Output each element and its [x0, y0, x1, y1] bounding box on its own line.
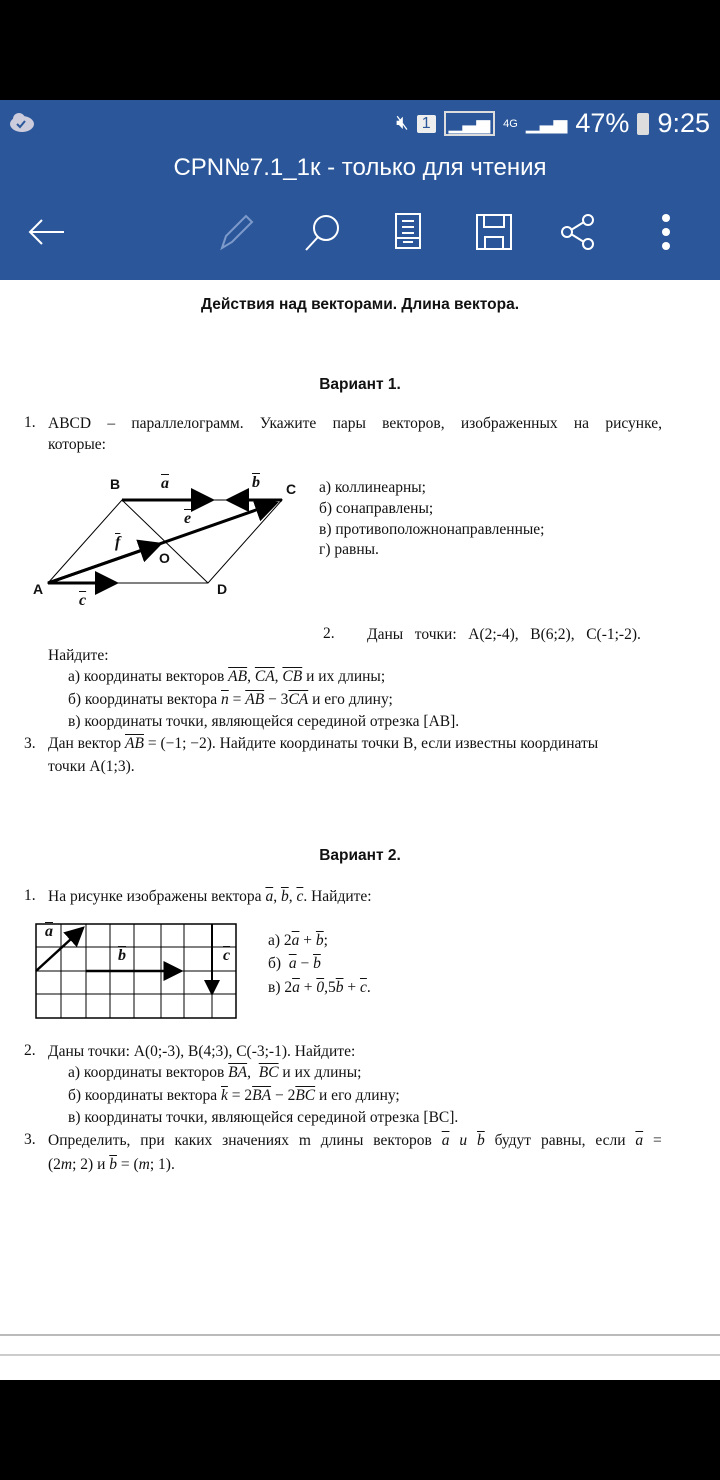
- option: а) коллинеарны;: [319, 479, 426, 496]
- question-number: 1.: [24, 887, 36, 904]
- vector-symbol: $\overline{BC}$: [295, 1087, 316, 1104]
- vector-symbol: $\overline{CB}$: [282, 668, 303, 685]
- back-button[interactable]: [24, 212, 68, 256]
- vector-symbol: $\overline{a}$: [635, 1132, 644, 1149]
- vector-symbol: $\overline{a}$: [288, 955, 297, 972]
- vector-symbol: $\overline{c}$: [359, 979, 367, 996]
- mute-icon: 🔇︎: [396, 112, 409, 134]
- question-text: [48, 1154, 175, 1175]
- share-button[interactable]: [556, 212, 600, 256]
- reading-view-button[interactable]: [386, 212, 430, 256]
- question-text: [48, 1130, 662, 1151]
- vector-symbol: $\overline{BC}$: [258, 1064, 279, 1081]
- text-segment: − 2: [271, 1087, 296, 1104]
- text-segment: m: [60, 1156, 73, 1173]
- text-segment: ,: [247, 668, 255, 685]
- text-segment: и: [459, 1132, 468, 1149]
- question-text: точки A(1;3).: [48, 758, 135, 775]
- text-segment: На рисунке изображены вектора: [48, 888, 266, 905]
- text-segment: ,5: [324, 979, 336, 996]
- text-segment: =: [228, 691, 246, 708]
- text-segment: и его длину;: [315, 1087, 400, 1104]
- question-text: которые:: [48, 436, 106, 453]
- sub-question: [68, 1107, 458, 1128]
- text-segment: − 3: [264, 691, 289, 708]
- text-segment: а) координаты векторов: [68, 668, 229, 685]
- sub-question: [68, 689, 393, 710]
- text-segment: .: [366, 979, 371, 996]
- app-bar: [0, 148, 720, 280]
- text-segment: = 2: [227, 1087, 253, 1104]
- next-document-page: [0, 1354, 720, 1380]
- text-segment: ,: [274, 668, 283, 685]
- save-icon: [474, 212, 514, 257]
- text-segment: ;: [323, 932, 328, 949]
- sub-question: [268, 930, 328, 951]
- variant-2-title: Вариант 2.: [319, 847, 401, 864]
- text-segment: б): [268, 955, 289, 972]
- back-arrow-icon: [26, 217, 66, 252]
- question-number: 2.: [24, 1042, 36, 1059]
- vertex-label-c: C: [286, 481, 297, 497]
- option: б) сонаправлены;: [319, 500, 434, 517]
- vector-symbol: $\overline{BA}$: [252, 1087, 272, 1104]
- option: г) равны.: [319, 541, 379, 558]
- vector-symbol: $\overline{k}$: [221, 1087, 228, 1104]
- question-text: Найдите:: [48, 647, 109, 664]
- document-page: [0, 280, 720, 1336]
- text-segment: Определить, при каких значениях m длины векторов: [48, 1132, 442, 1149]
- text-segment: и их длины;: [302, 668, 386, 685]
- text-segment: (2: [48, 1156, 61, 1173]
- vector-symbol: $\overline{c}$: [296, 888, 304, 905]
- text-segment: ,: [273, 888, 281, 905]
- vector-symbol: $\overline{AB}$: [228, 668, 248, 685]
- vector-label-a: $\overline{a}$: [161, 475, 169, 492]
- text-segment: будут равны, если: [484, 1132, 636, 1149]
- vector-symbol: $\overline{b}$: [109, 1156, 118, 1173]
- sub-question: [68, 711, 459, 732]
- vector-symbol: $\overline{b}$: [335, 979, 344, 996]
- pencil-icon: [216, 212, 256, 257]
- text-segment: ,: [288, 888, 297, 905]
- vector-symbol: $\overline{a}$: [441, 1132, 450, 1149]
- vector-symbol: $\overline{CA}$: [288, 691, 309, 708]
- option: в) противоположнонаправленные;: [319, 521, 545, 538]
- text-segment: [467, 1132, 477, 1149]
- vector-symbol: $\overline{b}$: [313, 955, 321, 972]
- edit-button[interactable]: [214, 212, 258, 256]
- text-segment: в) координаты точки, являющейся серединой отрезка [AB].: [68, 713, 460, 730]
- text-segment: в) координаты точки, являющейся серединой отрезка [BC].: [68, 1109, 459, 1126]
- sub-question: [268, 977, 371, 998]
- vector-label-f: $\overline{f}$: [115, 534, 121, 551]
- vector-label-c: $\overline{c}$: [79, 592, 87, 609]
- vector-label-c: $\overline{c}$: [223, 947, 231, 964]
- vector-symbol: 0: [316, 979, 325, 996]
- vector-symbol: $\overline{AB}$: [125, 735, 144, 752]
- text-segment: +: [299, 979, 317, 996]
- text-segment: а) 2: [268, 932, 292, 949]
- vector-symbol: $\overline{AB}$: [245, 691, 265, 708]
- vector-label-b: $\overline{b}$: [118, 947, 126, 964]
- page-gap: [0, 1336, 720, 1354]
- text-segment: Дан вектор: [48, 735, 126, 752]
- vector-label-e: $\overline{e}$: [184, 510, 192, 527]
- vector-grid-figure: [0, 920, 250, 1024]
- text-segment: m: [138, 1156, 150, 1173]
- status-bar: [0, 100, 720, 148]
- vertex-label-b: B: [110, 476, 121, 492]
- vector-symbol: $\overline{a}$: [291, 932, 300, 949]
- document-title: СРN№7.1_1к - только для чтения: [173, 154, 547, 181]
- text-segment: −: [296, 955, 314, 972]
- reading-view-icon: [393, 212, 423, 257]
- vertex-label-a: A: [33, 581, 44, 597]
- vertex-label-d: D: [217, 581, 228, 597]
- question-number: 1.: [24, 414, 36, 431]
- search-button[interactable]: [300, 212, 344, 256]
- text-segment: ; 2) и: [72, 1156, 110, 1173]
- text-segment: и его длину;: [308, 691, 393, 708]
- text-segment: ,: [247, 1064, 259, 1081]
- sub-question: [68, 666, 385, 687]
- question-text: [48, 733, 598, 754]
- sim-icon: 1: [417, 115, 436, 133]
- question-number: 3.: [24, 735, 36, 752]
- sub-question: [68, 1085, 400, 1106]
- variant-1-title: Вариант 1.: [319, 376, 401, 393]
- question-text: Даны точки: A(2;-4), B(6;2), C(-1;-2).: [367, 626, 641, 643]
- sub-question: [268, 953, 321, 974]
- more-icon: [660, 212, 672, 257]
- vector-symbol: $\overline{n}$: [221, 691, 229, 708]
- text-segment: б) координаты вектора: [68, 691, 221, 708]
- text-segment: +: [343, 979, 360, 996]
- text-segment: б) координаты вектора: [68, 1087, 221, 1104]
- vector-symbol: $\overline{b}$: [315, 932, 324, 949]
- battery-percent: 47%: [575, 108, 630, 138]
- search-icon: [302, 212, 342, 257]
- sub-question: [68, 1062, 361, 1083]
- question-text: Даны точки: A(0;-3), B(4;3), C(-3;-1). Найдите:: [48, 1043, 356, 1060]
- vector-label-b: $\overline{b}$: [252, 474, 260, 491]
- parallelogram-figure: [0, 460, 310, 610]
- more-options-button[interactable]: [644, 212, 688, 256]
- text-segment: а) координаты векторов: [68, 1064, 229, 1081]
- vector-symbol: $\overline{b}$: [476, 1132, 485, 1149]
- question-number: 2.: [323, 625, 335, 642]
- text-segment: . Найдите:: [303, 888, 372, 905]
- signal-icon: ▁▃▅: [525, 113, 568, 133]
- text-segment: = (−1; −2). Найдите координаты точки B, если известны координаты: [143, 735, 599, 752]
- text-segment: и их длины;: [278, 1064, 362, 1081]
- text-segment: ; 1).: [149, 1156, 175, 1173]
- share-icon: [558, 212, 598, 257]
- question-text: ABCD – параллелограмм. Укажите пары векторов, изображенных на рисунке,: [48, 415, 662, 432]
- text-segment: +: [299, 932, 316, 949]
- vector-label-a: $\overline{a}$: [45, 923, 53, 940]
- clock: 9:25: [657, 108, 710, 138]
- save-button[interactable]: [472, 212, 516, 256]
- cloud-sync-icon: [8, 110, 36, 139]
- text-segment: в) 2: [268, 979, 293, 996]
- vector-symbol: $\overline{b}$: [280, 888, 289, 905]
- text-segment: [449, 1132, 459, 1149]
- question-text: [48, 886, 372, 907]
- question-number: 3.: [24, 1131, 36, 1148]
- battery-icon: [637, 113, 649, 135]
- network-type: 4G: [503, 117, 518, 130]
- vector-symbol: $\overline{a}$: [292, 979, 300, 996]
- vector-symbol: $\overline{CA}$: [254, 668, 275, 685]
- document-heading: Действия над векторами. Длина вектора.: [200, 296, 520, 313]
- text-segment: = (: [117, 1156, 139, 1173]
- vector-symbol: $\overline{BA}$: [228, 1064, 248, 1081]
- vertex-label-o: O: [159, 550, 170, 566]
- signal-icon: ▁▃▅: [444, 111, 496, 136]
- vector-symbol: $\overline{a}$: [265, 888, 274, 905]
- text-segment: =: [643, 1132, 662, 1149]
